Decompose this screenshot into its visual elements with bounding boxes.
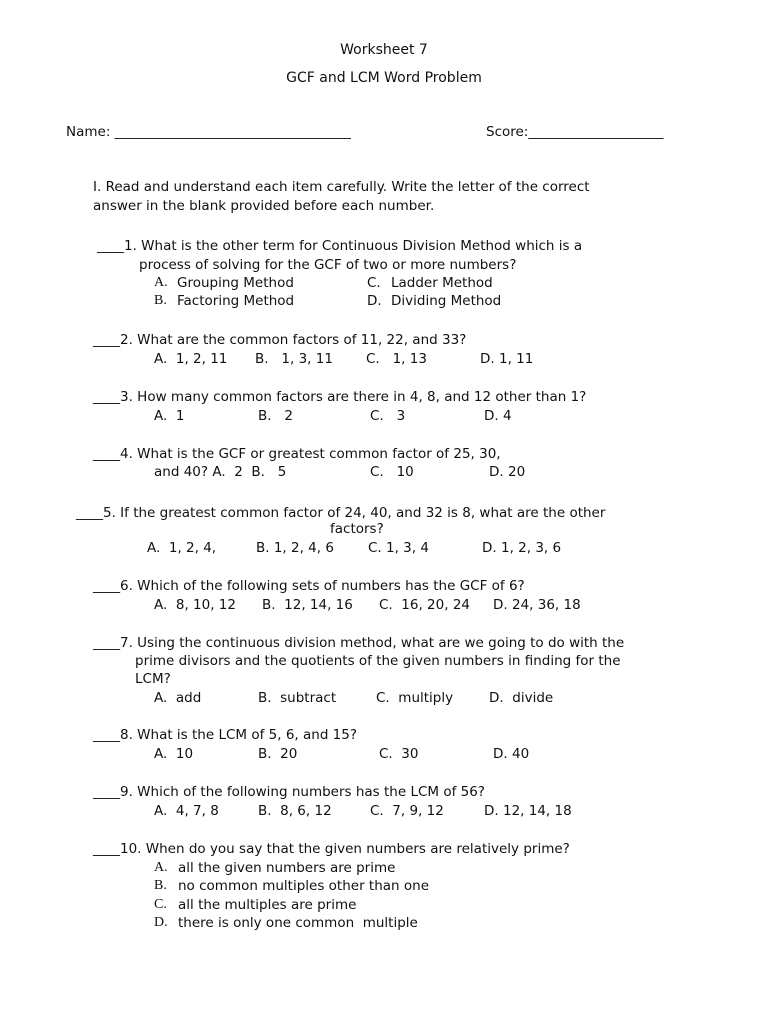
question-5-line-1: ____5. If the greatest common factor of 24, 40, and 32 is 8, what are the other: [76, 505, 606, 521]
q9-choice-c: C. 7, 9, 12: [370, 803, 444, 819]
question-4-line-1: ____4. What is the GCF or greatest common factor of 25, 30,: [93, 446, 501, 462]
question-10: ____10. When do you say that the given numbers are relatively prime?: [93, 841, 570, 857]
q4-choice-c: C. 10: [370, 464, 414, 480]
q3-choice-a: A. 1: [154, 408, 185, 424]
question-8: ____8. What is the LCM of 5, 6, and 15?: [93, 727, 358, 743]
q1-choice-b: Factoring Method: [177, 293, 295, 309]
q1-choice-b-letter: B.: [154, 293, 167, 308]
q6-choice-c: C. 16, 20, 24: [379, 597, 470, 613]
q1-choice-c-letter: C.: [367, 275, 381, 291]
q5-choice-a: A. 1, 2, 4,: [147, 540, 217, 556]
question-7-line-2: prime divisors and the quotients of the given numbers in finding for the: [135, 653, 621, 669]
q10-choice-a-letter: A.: [154, 860, 168, 875]
q7-choice-c: C. multiply: [376, 690, 454, 706]
q1-choice-d: Dividing Method: [391, 293, 502, 309]
question-6: ____6. Which of the following sets of numbers has the GCF of 6?: [93, 578, 525, 594]
question-2: ____2. What are the common factors of 11, 22, and 33?: [93, 332, 467, 348]
q10-choice-d: there is only one common multiple: [178, 915, 418, 931]
q2-choice-a: A. 1, 2, 11: [154, 351, 228, 367]
question-7-line-1: ____7. Using the continuous division method, what are we going to do with the: [93, 635, 625, 651]
q8-choice-d: D. 40: [493, 746, 530, 762]
instructions-line-1: I. Read and understand each item carefully. Write the letter of the correct: [93, 179, 590, 195]
score-field[interactable]: Score:____________________: [486, 124, 664, 140]
q5-choice-b: B. 1, 2, 4, 6: [256, 540, 334, 556]
question-9: ____9. Which of the following numbers has the LCM of 56?: [93, 784, 485, 800]
q1-choice-d-letter: D.: [367, 293, 382, 309]
q7-choice-a: A. add: [154, 690, 202, 706]
q10-choice-d-letter: D.: [154, 915, 168, 930]
q6-choice-b: B. 12, 14, 16: [262, 597, 353, 613]
q10-choice-c: all the multiples are prime: [178, 897, 357, 913]
q2-choice-d: D. 1, 11: [480, 351, 534, 367]
q2-choice-b: B. 1, 3, 11: [255, 351, 333, 367]
q4-choice-d: D. 20: [489, 464, 526, 480]
instructions-line-2: answer in the blank provided before each number.: [93, 198, 435, 214]
q8-choice-b: B. 20: [258, 746, 298, 762]
question-1-line-2: process of solving for the GCF of two or more numbers?: [139, 257, 517, 273]
q3-choice-b: B. 2: [258, 408, 294, 424]
q8-choice-c: C. 30: [379, 746, 419, 762]
worksheet-title: Worksheet 7: [340, 42, 428, 58]
worksheet-subtitle: GCF and LCM Word Problem: [286, 70, 482, 86]
q10-choice-b: no common multiples other than one: [178, 878, 429, 894]
question-1-line-1: ____1. What is the other term for Continuous Division Method which is a: [97, 238, 583, 254]
question-7-line-3: LCM?: [135, 671, 171, 687]
q7-choice-d: D. divide: [489, 690, 554, 706]
q1-choice-a: Grouping Method: [177, 275, 294, 291]
q7-choice-b: B. subtract: [258, 690, 337, 706]
q5-choice-d: D. 1, 2, 3, 6: [482, 540, 562, 556]
q6-choice-a: A. 8, 10, 12: [154, 597, 236, 613]
q2-choice-c: C. 1, 13: [366, 351, 427, 367]
q6-choice-d: D. 24, 36, 18: [493, 597, 581, 613]
q5-choice-c: C. 1, 3, 4: [368, 540, 429, 556]
q10-choice-a: all the given numbers are prime: [178, 860, 396, 876]
q3-choice-c: C. 3: [370, 408, 406, 424]
question-3: ____3. How many common factors are there in 4, 8, and 12 other than 1?: [93, 389, 587, 405]
q1-choice-c: Ladder Method: [391, 275, 493, 291]
q9-choice-a: A. 4, 7, 8: [154, 803, 219, 819]
q3-choice-d: D. 4: [484, 408, 512, 424]
q1-choice-a-letter: A.: [154, 275, 168, 290]
question-4-line-2: and 40? A. 2 B. 5: [154, 464, 287, 480]
q9-choice-d: D. 12, 14, 18: [484, 803, 572, 819]
q10-choice-b-letter: B.: [154, 878, 167, 893]
q8-choice-a: A. 10: [154, 746, 194, 762]
name-field[interactable]: Name: ___________________________________: [66, 124, 351, 140]
q9-choice-b: B. 8, 6, 12: [258, 803, 332, 819]
q10-choice-c-letter: C.: [154, 897, 167, 912]
question-5-line-2: factors?: [330, 521, 384, 537]
